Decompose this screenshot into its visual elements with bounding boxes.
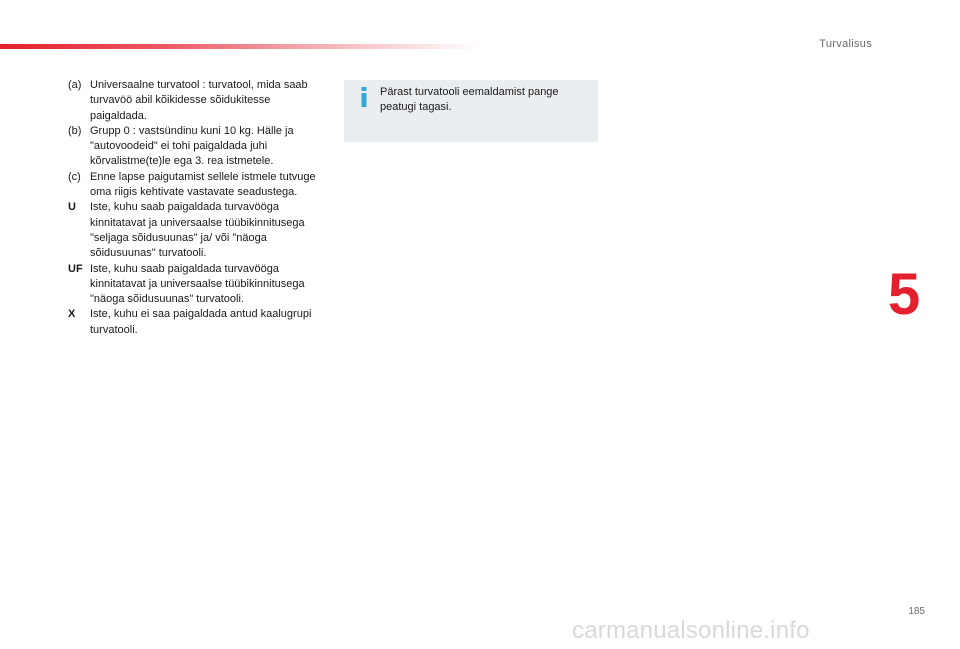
footnote-text: Universaalne turvatool : turvatool, mida saab turvavöö abil kõikidesse sõidukitesse paigaldada. <box>90 79 308 122</box>
footnote-item <box>68 262 330 308</box>
footnote-text: Grupp 0 : vastsündinu kuni 10 kg. Hälle ja "autovoodeid" ei tohi paigaldada juhi kõrvalistme(te)le ega 3. rea istmetele. <box>90 124 294 168</box>
header-accent-bar <box>0 44 480 49</box>
footnote-item <box>68 200 330 261</box>
footnote-item <box>68 307 330 338</box>
footnote-text: Iste, kuhu saab paigaldada turvavööga kinnitatavat ja universaalse tüübikinnitusega "seljaga sõidusuunas" ja/ või "näoga sõidusuunas" turvatooli. <box>90 201 305 260</box>
footnote-text: Enne lapse paigutamist sellele istmele tutvuge oma riigis kehtivate vastavate seadustega. <box>90 170 316 199</box>
chapter-number: 5 <box>888 262 921 327</box>
footnote-text: Iste, kuhu saab paigaldada turvavööga kinnitatavat ja universaalse tüübikinnitusega "näoga sõidusuunas" turvatooli. <box>90 262 305 306</box>
section-title: Turvalisus <box>819 38 872 50</box>
footnote-key: (c) <box>68 170 81 183</box>
footnote-item <box>68 78 330 124</box>
info-text: Pärast turvatooli eemaldamist pange peatugi tagasi. <box>380 86 559 114</box>
info-box <box>344 80 598 142</box>
footnote-text: Iste, kuhu ei saa paigaldada antud kaalugrupi turvatooli. <box>90 308 312 336</box>
footnote-key: (b) <box>68 124 82 137</box>
footnote-item <box>68 170 330 201</box>
watermark: carmanualsonline.info <box>572 617 810 644</box>
info-icon <box>357 87 371 107</box>
footnote-key: UF <box>68 262 83 275</box>
footnote-item <box>68 124 330 170</box>
footnote-key: (a) <box>68 79 82 91</box>
footnote-key: U <box>68 201 76 214</box>
footnote-list <box>68 78 330 338</box>
page-number: 185 <box>908 606 925 617</box>
footnote-key: X <box>68 308 76 321</box>
